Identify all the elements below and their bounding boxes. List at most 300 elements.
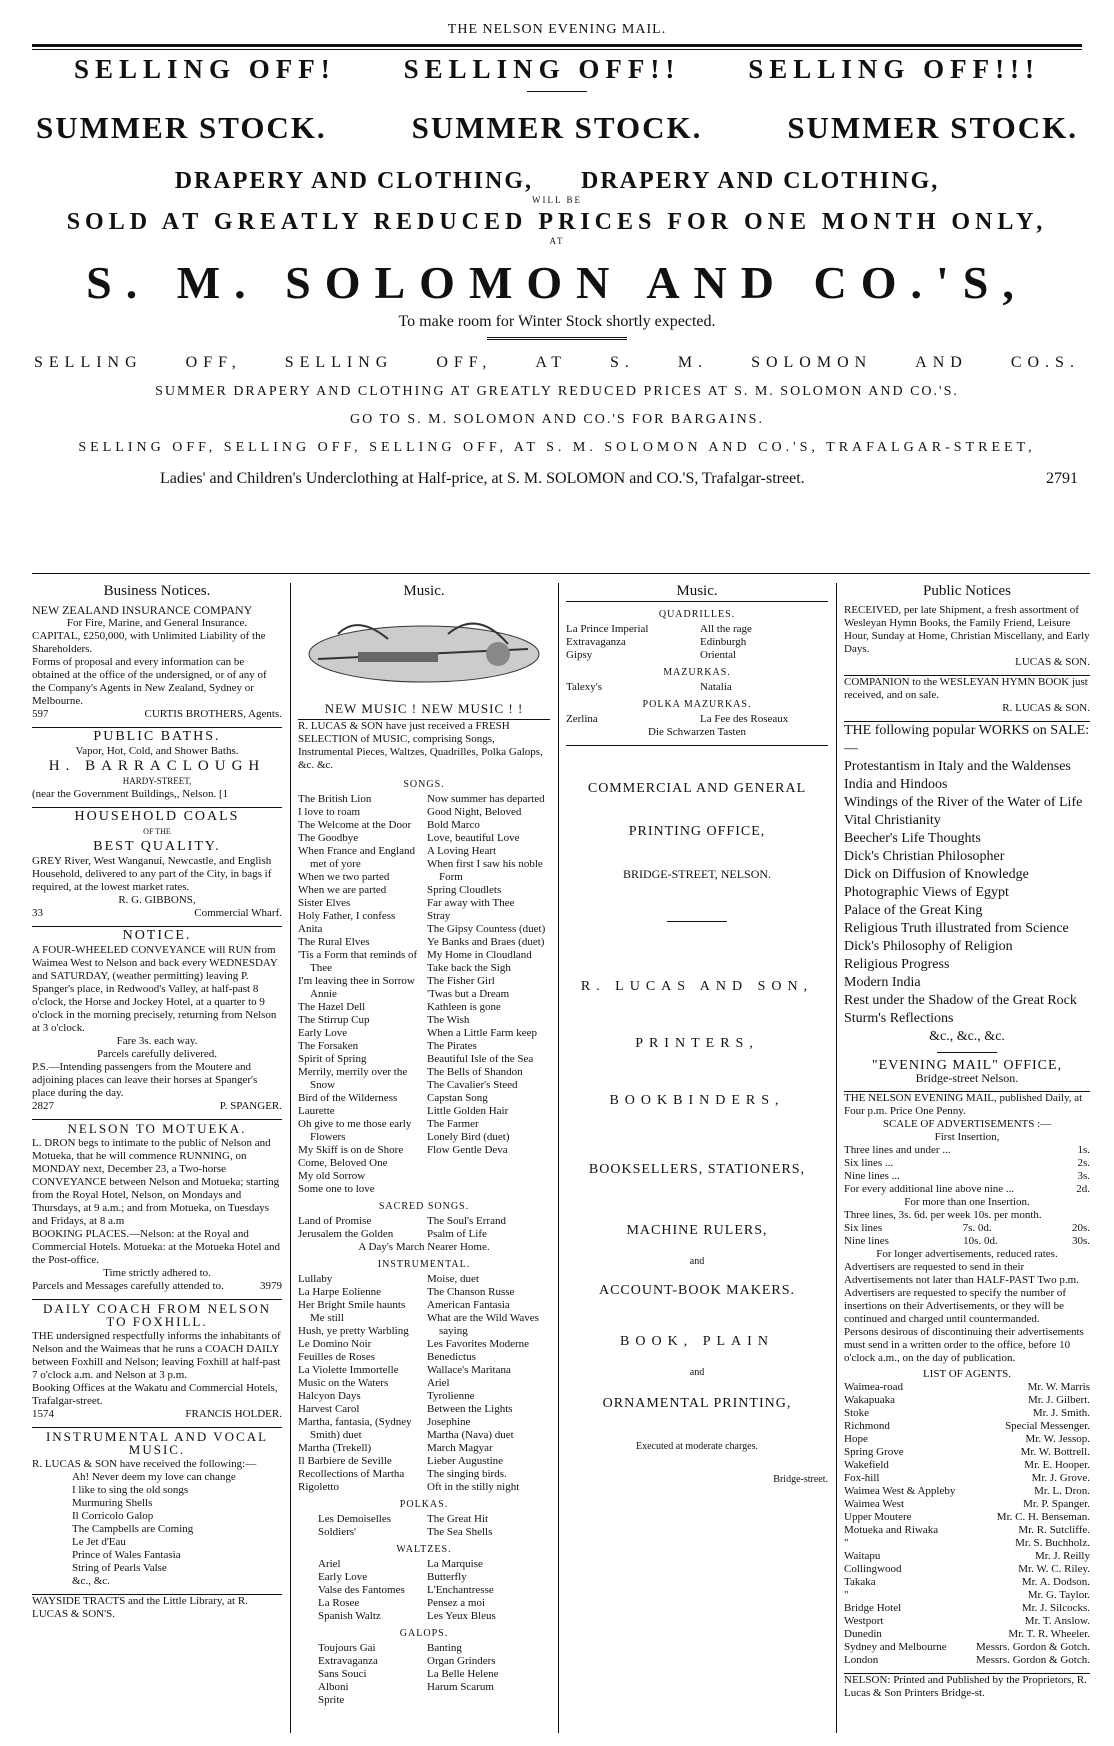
ad-sign: CURTIS BROTHERS, Agents. <box>144 708 282 720</box>
trafalgar-line: SELLING OFF, SELLING OFF, SELLING OFF, AT S. M. SOLOMON AND CO.'S, TRAFALGAR-STREET, <box>78 440 1036 455</box>
agent-row <box>844 1628 1090 1641</box>
summer-stock-1: SUMMER STOCK. <box>36 110 327 145</box>
summer-stock-2: SUMMER STOCK. <box>411 110 703 145</box>
insurance-ad <box>32 604 282 721</box>
word: SOLOMON <box>751 354 873 371</box>
rates-first <box>844 1144 1090 1196</box>
bargains-line: GO TO S. M. SOLOMON AND CO.'S FOR BARGAINS. <box>350 412 764 427</box>
drapery-1: DRAPERY AND CLOTHING, <box>174 168 533 194</box>
list-item: Stray <box>427 910 451 922</box>
list-item: The Bells of Shandon <box>427 1066 523 1078</box>
agent-row <box>844 1576 1090 1589</box>
list-item: I like to sing the old songs <box>72 1484 189 1496</box>
divider <box>527 91 587 92</box>
service-item: ORNAMENTAL PRINTING, <box>602 1396 792 1411</box>
list-item: Ah! Never deem my love can change <box>72 1471 236 1483</box>
charges-note: Executed at moderate charges. <box>636 1441 758 1452</box>
agent-row <box>844 1381 1090 1394</box>
list-item: 'Tis a Form that reminds of Thee <box>298 949 418 974</box>
agent-row-cell: Motueka and Riwaka <box>844 1524 939 1536</box>
ad-number: 2791 <box>1046 470 1078 487</box>
list-item: Les Yeux Bleus <box>427 1610 496 1622</box>
column-divider <box>558 583 559 1733</box>
list-item: Il Corricolo Galop <box>72 1510 154 1522</box>
printing-office-title: PRINTING OFFICE, <box>628 824 766 839</box>
service-item: BOOKBINDERS, <box>609 1093 785 1108</box>
rate-row-cell: Three lines and under ... <box>844 1144 951 1156</box>
agent-row-cell: Waimea-road <box>844 1381 903 1393</box>
list-item: Oriental <box>700 649 737 661</box>
ad-text: Vapor, Hot, Cold, and Shower Baths. <box>75 745 239 757</box>
polkas-list <box>298 1513 550 1539</box>
agent-row <box>844 1433 1090 1446</box>
list-item: Now summer has departed <box>427 793 545 805</box>
ad-title: NELSON TO MOTUEKA. <box>67 1121 247 1136</box>
agent-row-cell: London <box>844 1654 879 1666</box>
ad-number: 1574 <box>32 1408 54 1420</box>
list-item: Kathleen is gone <box>427 1001 501 1013</box>
agent-row-cell: Mr. J. Gilbert. <box>1027 1394 1090 1406</box>
list-item: L'Enchantresse <box>427 1584 494 1596</box>
printing-office-street: BRIDGE-STREET, NELSON. <box>622 867 772 881</box>
ad-number: 3979 <box>260 1280 282 1292</box>
rate-row-cell: 10s. 0d. <box>963 1235 998 1247</box>
service-item: BOOKSELLERS, STATIONERS, <box>588 1162 806 1177</box>
ad-title: DAILY COACH FROM NELSON TO FOXHILL. <box>42 1301 272 1329</box>
list-item: Talexy's <box>566 681 603 693</box>
ad-number: 597 <box>32 708 49 720</box>
work-item: Religious Progress <box>844 957 950 972</box>
ad-text: Parcels carefully delivered. <box>96 1048 218 1060</box>
new-music-heading: NEW MUSIC ! NEW MUSIC ! ! <box>324 701 524 716</box>
ad-text: Persons desirous of discontinuing their advertisements must send in a written order to the office, before 10 o'clock a.m., on the day of publication. <box>844 1326 1084 1364</box>
section-rule <box>32 573 1090 574</box>
received-ad <box>844 604 1090 669</box>
list-item: Harvest Carol <box>298 1403 360 1415</box>
word: S. <box>609 354 635 371</box>
list-item: Josephine <box>427 1416 471 1428</box>
section-heading: QUADRILLES. <box>658 609 736 620</box>
list-item: Natalia <box>700 681 732 693</box>
service-item: ACCOUNT-BOOK MAKERS. <box>598 1283 796 1298</box>
list-item: Prince of Wales Fantasia <box>72 1549 181 1561</box>
agent-row-cell: Wakefield <box>844 1459 889 1471</box>
rate-row <box>844 1235 1090 1248</box>
instrumental-list <box>298 1273 550 1494</box>
list-item: Extravaganza <box>566 636 626 648</box>
agent-row <box>844 1589 1090 1602</box>
list-item: My Skiff is on de Shore <box>298 1144 404 1156</box>
agent-row-cell: Mr. S. Buchholz. <box>1015 1537 1090 1549</box>
column-heading: Music. <box>566 585 828 602</box>
ad-number: 33 <box>32 907 43 919</box>
column-business-notices <box>32 583 282 1733</box>
ad-sign: LUCAS & SON. <box>1015 656 1090 668</box>
list-item: Holy Father, I confess <box>298 910 396 922</box>
list-item: Pensez a moi <box>427 1597 486 1609</box>
column-heading: Business Notices. <box>103 583 211 599</box>
agent-row <box>844 1615 1090 1628</box>
galops-list <box>298 1642 550 1707</box>
polkas-left <box>318 1513 421 1539</box>
rate-row <box>844 1157 1090 1170</box>
column-music <box>298 583 550 1733</box>
list-item: Recollections of Martha <box>298 1468 405 1480</box>
list-item: Flow Gentle Deva <box>427 1144 508 1156</box>
ad-text: Time strictly adhered to. <box>103 1267 211 1279</box>
agent-row-cell: Mr. J. Grove. <box>1031 1472 1090 1484</box>
ad-sign: R. G. GIBBONS, <box>118 894 196 906</box>
ad-title: SCALE OF ADVERTISEMENTS :— <box>882 1118 1052 1130</box>
list-item: I love to roam <box>298 806 361 818</box>
list-item: Butterfly <box>427 1571 467 1583</box>
music-intro: R. LUCAS & SON have just received a FRESH SELECTION of MUSIC, comprising Songs, Instrumental Pieces, Waltzes, Quadrilles, Polka Galops, &c. &c. <box>298 720 543 771</box>
songs-right <box>427 793 550 1196</box>
list-item: Sprite <box>318 1694 345 1706</box>
ad-text: A FOUR-WHEELED CONVEYANCE will RUN from Waimea West to Nelson and back every WEDNESDAY and SATURDAY, (weather permitting) leaving P. Spanger's place, in Redwood's Valley, at half-past 8 o'clock, the Horse and Jockey Hotel, at a quarter to 9 o'clock in the morning precisely, returning from Nelson at 3 o'clock. <box>32 944 278 1034</box>
firm-name: S. M. SOLOMON AND CO.'S, <box>86 257 1028 308</box>
ad-text: COMPANION to the WESLEYAN HYMN BOOK just received, and on sale. <box>844 676 1088 701</box>
summer-drapery-line: SUMMER DRAPERY AND CLOTHING AT GREATLY REDUCED PRICES AT S. M. SOLOMON AND CO.'S. <box>155 384 959 399</box>
agent-row-cell: Collingwood <box>844 1563 902 1575</box>
agent-row-cell: Fox-hill <box>844 1472 880 1484</box>
drapery-2: DRAPERY AND CLOTHING, <box>581 168 940 194</box>
list-item: The Farmer <box>427 1118 479 1130</box>
polkas-right <box>427 1513 530 1539</box>
list-item: Moise, duet <box>427 1273 479 1285</box>
list-item: Benedictus <box>427 1351 476 1363</box>
galops-right <box>427 1642 530 1707</box>
list-item: Bird of the Wilderness <box>298 1092 398 1104</box>
agent-row-cell: Mr. W. C. Riley. <box>1018 1563 1090 1575</box>
agent-row <box>844 1602 1090 1615</box>
list-item: Lonely Bird (duet) <box>427 1131 510 1143</box>
rate-row-cell: 3s. <box>1077 1170 1090 1182</box>
list-item: The Rural Elves <box>298 936 370 948</box>
ad-text: OF THE <box>143 827 171 836</box>
column-heading: Music. <box>403 583 445 599</box>
list-item: Capstan Song <box>427 1092 488 1104</box>
ad-title: PUBLIC BATHS. <box>93 729 221 744</box>
agent-row-cell: Mr. E. Hooper. <box>1024 1459 1090 1471</box>
ad-sign: P. SPANGER. <box>219 1100 282 1112</box>
list-item: Ariel <box>427 1377 450 1389</box>
list-item: Edinburgh <box>700 636 747 648</box>
list-item: The Stirrup Cup <box>298 1014 370 1026</box>
masthead-rule <box>32 44 1082 50</box>
list-item: Good Night, Beloved <box>427 806 522 818</box>
agent-row-cell: Mr. P. Spanger. <box>1023 1498 1090 1510</box>
list-item: Sans Souci <box>318 1668 367 1680</box>
agent-row-cell: Mr. A. Dodson. <box>1021 1576 1090 1588</box>
rate-row-cell: Six lines ... <box>844 1157 894 1169</box>
list-item: Oh give to me those early Flowers <box>298 1118 412 1143</box>
list-item: Toujours Gai <box>318 1642 376 1654</box>
word: AT <box>535 354 567 371</box>
imprint: NELSON: Printed and Published by the Proprietors, R. Lucas & Son Printers Bridge-st. <box>844 1674 1087 1699</box>
ad-title: INSTRUMENTAL AND VOCAL MUSIC. <box>45 1429 269 1457</box>
list-item: Beautiful Isle of the Sea <box>427 1053 534 1065</box>
works-list <box>844 758 1090 1028</box>
list-item: 'Twas but a Dream <box>427 988 510 1000</box>
list-item: La Belle Helene <box>427 1668 499 1680</box>
agent-row-cell: " <box>844 1537 849 1549</box>
selling-off-row <box>0 54 1114 85</box>
agent-row-cell: Waimea West <box>844 1498 905 1510</box>
agent-row-cell: Hope <box>844 1433 868 1445</box>
conjunction: and <box>689 1367 705 1378</box>
list-item: Soldiers' <box>318 1526 357 1538</box>
ad-text: &c., &c., &c. <box>929 1029 1005 1044</box>
mazurkas-list <box>566 681 828 694</box>
work-item: Religious Truth illustrated from Science <box>844 921 1069 936</box>
agent-row-cell: Westport <box>844 1615 884 1627</box>
list-item: Halcyon Days <box>298 1390 361 1402</box>
list-item: Zerlina <box>566 713 598 725</box>
agent-row-cell: Wakapuaka <box>844 1394 896 1406</box>
agent-row-cell: Messrs. Gordon & Gotch. <box>976 1654 1090 1666</box>
agent-row <box>844 1459 1090 1472</box>
selling-line <box>0 354 1114 372</box>
list-item: Alboni <box>318 1681 349 1693</box>
polka-mazurkas-list <box>566 713 828 726</box>
conjunction: and <box>689 1256 705 1267</box>
list-item: &c., &c. <box>72 1575 110 1587</box>
agent-row-cell: Mr. R. Sutcliffe. <box>1018 1524 1090 1536</box>
list-item: Land of Promise <box>298 1215 372 1227</box>
ad-text: Fare 3s. each way. <box>116 1035 198 1047</box>
summer-stock-3: SUMMER STOCK. <box>787 110 1078 145</box>
galops-left <box>318 1642 421 1707</box>
list-item: A Day's March Nearer Home. <box>358 1241 490 1253</box>
agent-row-cell: Special Messenger. <box>1005 1420 1090 1432</box>
rate-row <box>844 1183 1090 1196</box>
list-item: American Fantasia <box>427 1299 510 1311</box>
summer-stock-row <box>0 110 1114 146</box>
list-item: La Marquise <box>427 1558 483 1570</box>
agent-row-cell: " <box>844 1589 849 1601</box>
list-item: Jerusalem the Golden <box>298 1228 394 1240</box>
work-item: Palace of the Great King <box>844 903 983 918</box>
list-item: The Campbells are Coming <box>72 1523 194 1535</box>
agent-row <box>844 1420 1090 1433</box>
list-item: Le Jet d'Eau <box>72 1536 126 1548</box>
list-item: Martha, fantasia, (Sydney Smith) duet <box>298 1416 412 1441</box>
work-item: India and Hindoos <box>844 777 948 792</box>
agent-row <box>844 1524 1090 1537</box>
list-item: La Harpe Eolienne <box>298 1286 382 1298</box>
list-item: Spirit of Spring <box>298 1053 367 1065</box>
ad-text: For longer advertisements, reduced rates. <box>876 1248 1058 1260</box>
agent-row-cell: Mr. J. Smith. <box>1032 1407 1090 1419</box>
agent-row-cell: Mr. L. Dron. <box>1034 1485 1090 1497</box>
ad-number: 2827 <box>32 1100 54 1112</box>
list-item: Extravaganza <box>318 1655 378 1667</box>
ad-title: HOUSEHOLD COALS <box>74 809 240 824</box>
coach-ad <box>32 1302 282 1421</box>
instr-left <box>298 1273 421 1494</box>
list-item: Early Love <box>318 1571 368 1583</box>
agent-row <box>844 1641 1090 1654</box>
baths-ad <box>32 730 282 801</box>
waltzes-list <box>298 1558 550 1623</box>
work-item: Dick on Diffusion of Knowledge <box>844 867 1029 882</box>
work-item: Vital Christianity <box>844 813 941 828</box>
word: OFF, <box>185 354 242 371</box>
ad-text: CAPITAL, £250,000, with Unlimited Liability of the Shareholders. <box>32 630 266 655</box>
list-item: Il Barbiere de Seville <box>298 1455 392 1467</box>
list-item: Music on the Waters <box>298 1377 389 1389</box>
rate-row-cell: Nine lines ... <box>844 1170 900 1182</box>
agent-row <box>844 1472 1090 1485</box>
instr-right <box>427 1273 550 1494</box>
list-item: The Sea Shells <box>427 1526 493 1538</box>
column-divider <box>290 583 291 1733</box>
ad-sign: R. LUCAS & SON. <box>1002 702 1090 714</box>
agent-row <box>844 1498 1090 1511</box>
drapery-row <box>0 168 1114 195</box>
list-item: La Prince Imperial <box>566 623 649 635</box>
agent-row-cell: Dunedin <box>844 1628 882 1640</box>
list-item: Early Love <box>298 1027 348 1039</box>
selling-off-1: SELLING OFF! <box>73 54 336 84</box>
list-item: The Fisher Girl <box>427 975 495 987</box>
list-item: La Fee des Roseaux <box>700 713 789 725</box>
agent-row-cell: Mr. W. Jessop. <box>1025 1433 1090 1445</box>
list-item: Organ Grinders <box>427 1655 496 1667</box>
agent-row-cell: Mr. W. Bottrell. <box>1020 1446 1090 1458</box>
list-item: I'm leaving thee in Sorrow Annie <box>298 975 415 1000</box>
list-item: The Welcome at the Door <box>298 819 412 831</box>
list-item: Spring Cloudlets <box>427 884 502 896</box>
list-item: Take back the Sigh <box>427 962 511 974</box>
agent-row-cell: Sydney and Melbourne <box>844 1641 947 1653</box>
rate-row <box>844 1170 1090 1183</box>
ad-title: H. BARRACLOUGH <box>48 758 266 774</box>
list-item: Rigoletto <box>298 1481 339 1493</box>
list-item: Little Golden Hair <box>427 1105 509 1117</box>
list-item: When we are parted <box>298 884 387 896</box>
agent-row <box>844 1446 1090 1459</box>
masthead: THE NELSON EVENING MAIL. <box>447 22 667 37</box>
ad-text: Booking Offices at the Wakatu and Commercial Hotels, Trafalgar-street. <box>32 1382 278 1407</box>
instrumental-ad <box>32 1430 282 1588</box>
list-item: Ariel <box>318 1558 341 1570</box>
agent-row <box>844 1550 1090 1563</box>
agent-row <box>844 1407 1090 1420</box>
list-item: Sister Elves <box>298 897 351 909</box>
rate-row-cell: 2s. <box>1077 1157 1090 1169</box>
rate-row-cell: Nine lines <box>844 1235 889 1247</box>
agent-row <box>844 1511 1090 1524</box>
agent-row-cell: Takaka <box>844 1576 876 1588</box>
list-item: Love, beautiful Love <box>427 832 520 844</box>
list-item: Die Schwarzen Tasten <box>648 726 746 738</box>
list-item: Some one to love <box>298 1183 375 1195</box>
service-item: PRINTERS, <box>635 1036 759 1051</box>
rate-row-cell: For every additional line above nine ... <box>844 1183 1015 1195</box>
service-item: BOOK, PLAIN <box>620 1334 774 1349</box>
list-item: The Chanson Russe <box>427 1286 515 1298</box>
list-item: Tyrolienne <box>427 1390 475 1402</box>
agents-list <box>844 1381 1090 1667</box>
section-heading: WALTZES. <box>396 1544 452 1555</box>
ad-text: (near the Government Buildings,, Nelson. [1 <box>32 788 229 800</box>
list-item: Spanish Waltz <box>318 1610 381 1622</box>
list-item: String of Pearls Valse <box>72 1562 167 1574</box>
ad-title: LIST OF AGENTS. <box>922 1368 1012 1380</box>
printing-office-title: COMMERCIAL AND GENERAL <box>587 781 807 796</box>
songs-left <box>298 793 421 1196</box>
to-make-room: To make room for Winter Stock shortly expected. <box>398 313 716 330</box>
agent-row <box>844 1537 1090 1550</box>
motueka-ad <box>32 1122 282 1293</box>
list-item: Banting <box>427 1642 462 1654</box>
ad-sign: FRANCIS HOLDER. <box>185 1408 282 1420</box>
ad-title: NOTICE. <box>122 928 192 943</box>
section-heading: POLKAS. <box>399 1499 449 1510</box>
firm-name: R. LUCAS AND SON, <box>580 979 814 994</box>
coals-ad <box>32 810 282 920</box>
list-item: The Wish <box>427 1014 470 1026</box>
list-item: The Gipsy Countess (duet) <box>427 923 546 935</box>
rate-row-cell: 20s. <box>1071 1222 1090 1234</box>
ad-text: Advertisers are requested to send in their Advertisements not later than HALF-PAST Two p.m. <box>844 1261 1079 1286</box>
section-heading: POLKA MAZURKAS. <box>642 699 752 710</box>
instruments-illustration-icon <box>298 604 550 694</box>
word: OFF, <box>436 354 493 371</box>
list-item: Harum Scarum <box>427 1681 494 1693</box>
work-item: Photographic Views of Egypt <box>844 885 1009 900</box>
ad-text: HARDY-STREET, <box>122 776 192 786</box>
column-divider <box>836 583 837 1733</box>
ad-text: THE undersigned respectfully informs the inhabitants of Nelson and the Waimeas that he runs a COACH DAILY between Foxhill and Nelson; leaving Foxhill at half-past 7 o'clock a.m. and Nelson at 3 p.m. <box>32 1330 281 1381</box>
agent-row-cell: Mr. C. H. Benseman. <box>996 1511 1090 1523</box>
list-item: Psalm of Life <box>427 1228 487 1240</box>
underclothing-text: Ladies' and Children's Underclothing at Half-price, at S. M. SOLOMON and CO.'S, Trafalgar-street. <box>160 470 805 487</box>
work-item: Dick's Christian Philosopher <box>844 849 1005 864</box>
list-item: The Hazel Dell <box>298 1001 366 1013</box>
section-heading: SACRED SONGS. <box>378 1201 470 1212</box>
agent-row-cell: Mr. G. Taylor. <box>1027 1589 1090 1601</box>
column-printing <box>566 583 828 1733</box>
list-item: Anita <box>298 923 323 935</box>
agent-row <box>844 1485 1090 1498</box>
list-item: When we two parted <box>298 871 390 883</box>
list-item: Feuilles de Roses <box>298 1351 375 1363</box>
list-item: La Violette Immortelle <box>298 1364 399 1376</box>
divider <box>487 337 627 340</box>
agent-row-cell: Bridge Hotel <box>844 1602 902 1614</box>
work-item: Protestantism in Italy and the Waldenses <box>844 759 1071 774</box>
works-ad <box>844 722 1090 1046</box>
rates-more <box>844 1222 1090 1248</box>
list-item: What are the Wild Waves saying <box>427 1312 539 1337</box>
list-item: La Rosee <box>318 1597 360 1609</box>
work-item: Modern India <box>844 975 921 990</box>
agent-row-cell: Mr. J. Silcocks. <box>1021 1602 1090 1614</box>
agent-row-cell: Mr. J. Reilly <box>1034 1550 1090 1562</box>
ad-text: RECEIVED, per late Shipment, a fresh assortment of Wesleyan Hymn Books, the Family Friend, Leisure Hour, Sunday at Home, Christian Miscellany, and Early Days. <box>844 604 1090 655</box>
ad-text: P.S.—Intending passengers from the Moutere and adjoining places can leave their horses at Spanger's place during the day. <box>32 1061 258 1099</box>
list-item: Les Demoiselles <box>318 1513 392 1525</box>
work-item: Dick's Philosophy of Religion <box>844 939 1013 954</box>
quadrilles-list <box>566 623 828 662</box>
agent-row-cell: Mr. T. Anslow. <box>1024 1615 1090 1627</box>
agent-row <box>844 1654 1090 1667</box>
agent-row-cell: Waitapu <box>844 1550 881 1562</box>
street-note: Bridge-street. <box>773 1474 828 1485</box>
